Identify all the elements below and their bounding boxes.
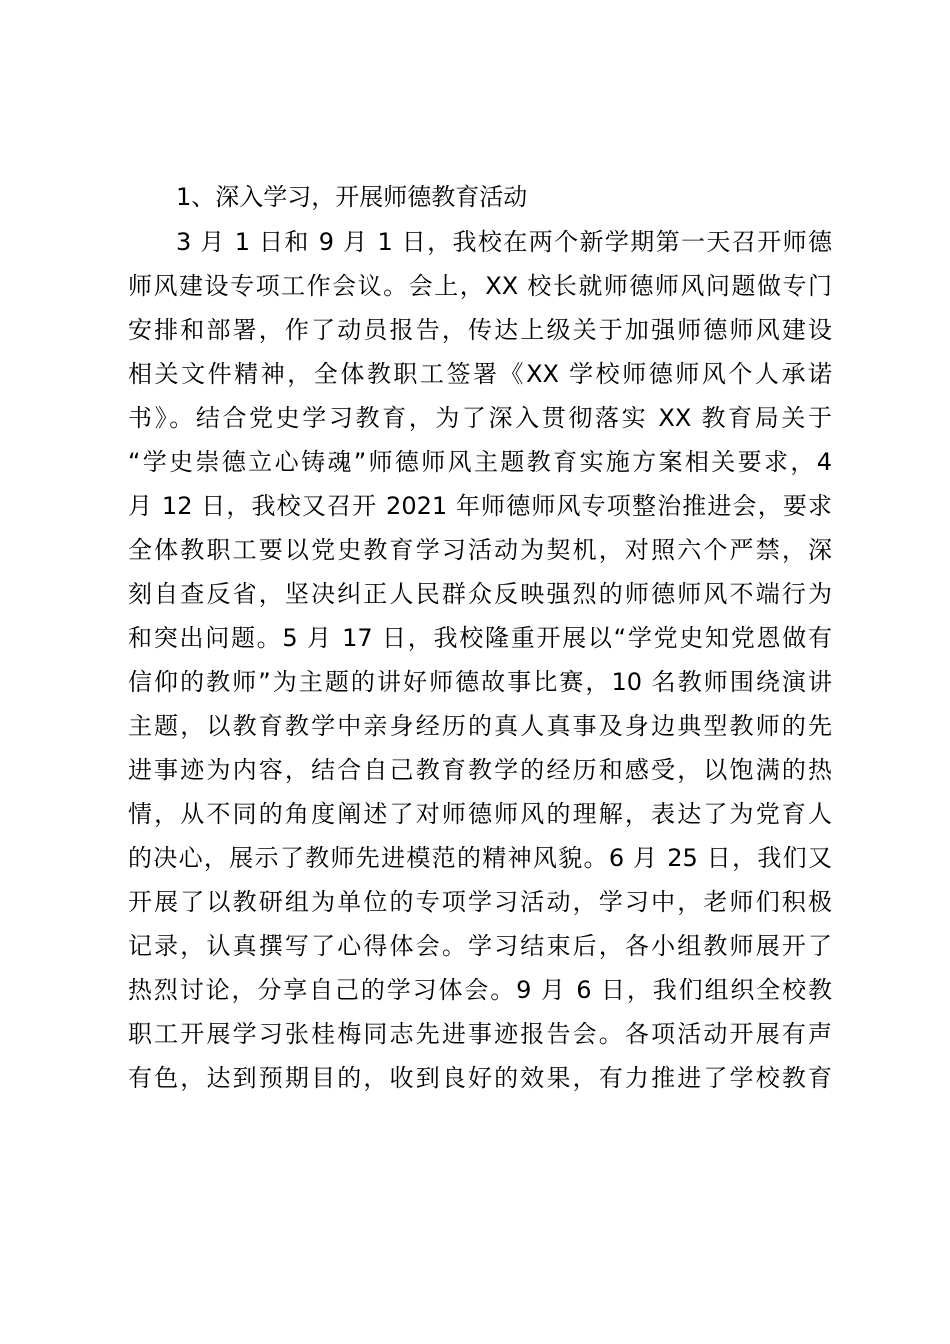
paragraph-line: 有色，达到预期目的，收到良好的效果，有力推进了学校教育: [128, 1064, 832, 1092]
paragraph-line: 刻自查反省，坚决纠正人民群众反映强烈的师德师风不端行为: [128, 580, 832, 608]
paragraph-line: 书》。结合党史学习教育，为了深入贯彻落实 XX 教育局关于: [128, 404, 832, 432]
paragraph-line: 进事迹为内容，结合自己教育教学的经历和感受，以饱满的热: [128, 756, 832, 784]
paragraph-line: 安排和部署，作了动员报告，传达上级关于加强师德师风建设: [128, 316, 832, 344]
paragraph-line: 相关文件精神，全体教职工签署《XX 学校师德师风个人承诺: [128, 360, 832, 388]
section-heading: 1、深入学习，开展师德教育活动: [176, 183, 528, 211]
paragraph-line: 职工开展学习张桂梅同志先进事迹报告会。各项活动开展有声: [128, 1020, 832, 1048]
paragraph-line: 月 12 日，我校又召开 2021 年师德师风专项整治推进会，要求: [128, 492, 832, 520]
paragraph-line: 全体教职工要以党史教育学习活动为契机，对照六个严禁，深: [128, 536, 832, 564]
paragraph-line: 师风建设专项工作会议。会上，XX 校长就师德师风问题做专门: [128, 272, 832, 300]
paragraph-line: 的决心，展示了教师先进模范的精神风貌。6 月 25 日，我们又: [128, 844, 832, 872]
paragraph-line: 情，从不同的角度阐述了对师德师风的理解，表达了为党育人: [128, 800, 832, 828]
paragraph-line: 主题，以教育教学中亲身经历的真人真事及身边典型教师的先: [128, 712, 832, 740]
paragraph-line: 记录，认真撰写了心得体会。学习结束后，各小组教师展开了: [128, 932, 832, 960]
paragraph-line: 3 月 1 日和 9 月 1 日，我校在两个新学期第一天召开师德: [176, 228, 832, 256]
paragraph-line: “学史崇德立心铸魂”师德师风主题教育实施方案相关要求，4: [128, 448, 832, 476]
paragraph-line: 热烈讨论，分享自己的学习体会。9 月 6 日，我们组织全校教: [128, 976, 832, 1004]
paragraph-line: 和突出问题。5 月 17 日，我校隆重开展以“学党史知党恩做有: [128, 624, 832, 652]
paragraph-line: 开展了以教研组为单位的专项学习活动，学习中，老师们积极: [128, 888, 832, 916]
paragraph-line: 信仰的教师”为主题的讲好师德故事比赛，10 名教师围绕演讲: [128, 668, 832, 696]
